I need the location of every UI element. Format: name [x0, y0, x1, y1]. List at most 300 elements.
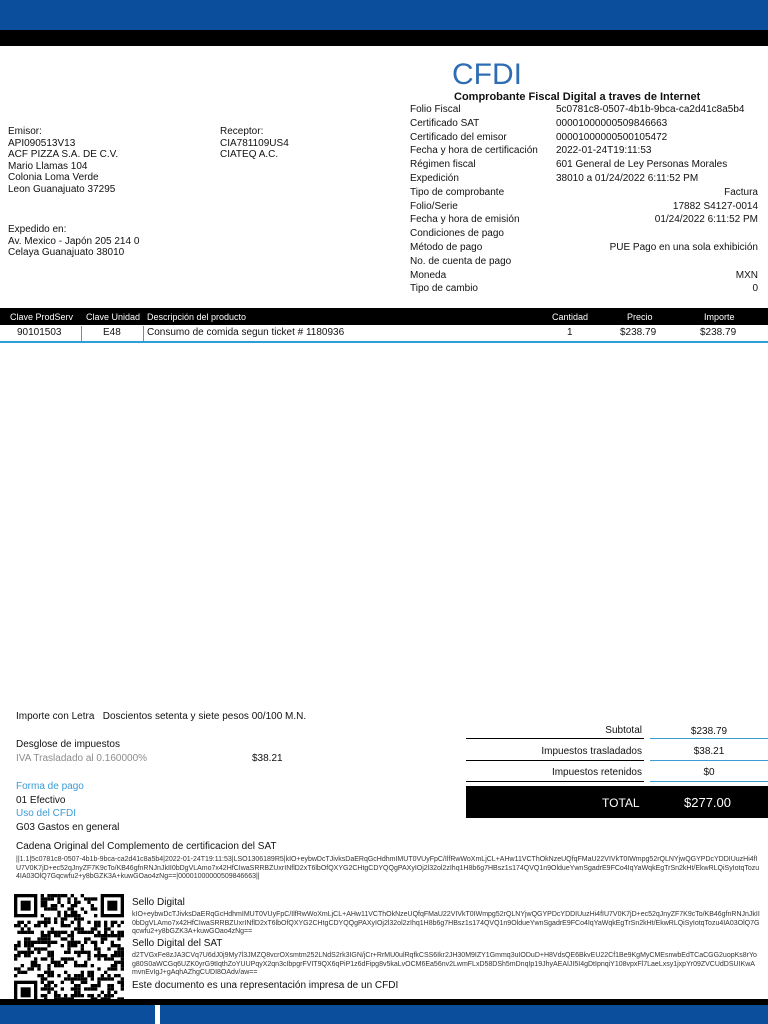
qr-module: [117, 954, 120, 957]
qr-module: [104, 931, 107, 934]
qr-module: [51, 951, 54, 954]
qr-module: [31, 964, 34, 967]
qr-module: [44, 977, 47, 980]
qr-module: [121, 957, 124, 960]
qr-module: [51, 941, 54, 944]
qr-module: [91, 974, 94, 977]
qr-module: [41, 904, 44, 907]
qr-module: [77, 977, 80, 980]
qr-module: [111, 924, 114, 927]
qr-module: [97, 984, 100, 987]
qr-module: [64, 937, 67, 940]
qr-module: [111, 964, 114, 967]
receptor-block: [220, 126, 289, 161]
cadena-text: ||1.1|5c0781c8-0507-4b1b-9bca-ca2d41c8a5b4|2022-01-24T19:11:53|LSO1306189R5|kIO+eybwDcTJivksDaERqGcHdhmIMUT0VUyFpC/IlfRwWoXmLjCL+AHw11VCThOkNzeUQfqFMaU22VIVkT0IWmpg52rQLNYjwQGYPDcYDDIUuzHi4fIU7V0K7jD+ec52qJnyZF7K9cTo/KB46gfnRNJnJkII0bDgVLAmo7x42HfCIwaSRRBZUxrINflD2xT6lbOfQXYG2CHtgCDYQQgPAXyIOj2l32ol2zIhq1H8b6g7HBsz1s174QVQ1n9OldueYwnSgadrE9FCo4IqYaWqkEgTrSn2kHt/EkwRLQiSyIotqTozu4IA03OlQ7Gqcwfu2+y8bGZK3A+kuwGOao4zNg==|00001000000509846663||: [16, 856, 760, 880]
qr-module: [27, 921, 30, 924]
qr-module: [97, 994, 100, 997]
emisor-name: ACF PIZZA S.A. DE C.V.: [8, 149, 119, 160]
expedido-line2: Celaya Guanajuato 38010: [8, 247, 125, 258]
qr-module: [31, 944, 34, 947]
fiscal-field-label: Moneda: [410, 269, 447, 281]
qr-module: [54, 994, 57, 997]
qr-module: [84, 977, 87, 980]
qr-module: [47, 984, 50, 987]
fiscal-field-label: No. de cuenta de pago: [410, 255, 512, 267]
qr-module: [41, 914, 44, 917]
qr-module: [44, 957, 47, 960]
qr-module: [81, 927, 84, 930]
qr-module: [77, 991, 80, 994]
qr-module: [44, 941, 47, 944]
qr-module: [104, 921, 107, 924]
forma-pago-value: 01 Efectivo: [16, 795, 66, 806]
qr-module: [87, 931, 90, 934]
qr-module: [27, 937, 30, 940]
qr-module: [61, 921, 64, 924]
qr-module: [97, 957, 100, 960]
qr-module: [114, 991, 117, 994]
expedido-block: [8, 224, 139, 259]
qr-module: [84, 911, 87, 914]
totals-rule: [466, 760, 644, 761]
qr-module: [44, 904, 47, 907]
qr-module: [67, 974, 70, 977]
qr-module: [41, 987, 44, 990]
qr-module: [61, 917, 64, 920]
qr-module: [81, 971, 84, 974]
qr-module: [97, 924, 100, 927]
qr-module: [94, 907, 97, 910]
col-clave-unidad: Clave Unidad: [86, 312, 141, 322]
qr-module: [71, 994, 74, 997]
qr-module: [94, 944, 97, 947]
qr-module: [87, 921, 90, 924]
qr-module: [67, 947, 70, 950]
qr-module: [17, 944, 20, 947]
fiscal-field-value: 38010 a 01/24/2022 6:11:52 PM: [556, 173, 699, 184]
qr-module: [91, 964, 94, 967]
qr-module: [54, 904, 57, 907]
qr-module: [27, 951, 30, 954]
fiscal-field-label: Fecha y hora de emisión: [410, 214, 520, 226]
qr-module: [107, 977, 110, 980]
qr-module: [44, 934, 47, 937]
qr-module: [31, 951, 34, 954]
totals-rule-blue: [650, 781, 768, 782]
sello-digital-text: kIO+eybwDcTJivksDaERqGcHdhmIMUT0VUyFpC/IlfRwWoXmLjCL+AHw11VCThOkNzeUQfqFMaU22VIVkT0IWmpg52rQLNYjwQGYPDcYDDIUuzHi4fIU7V0K7jD+ec52qJnyZF7K9cTo/KB46gfnRNJnJkII0bDgVLAmo7x42HfCIwaSRRBZUxrINflD2xT6lbOfQXYG2CHtgCDYQQgPAXyIOj2l32ol2zIhq1H8b6g7HBsz1s174QVQ1n9OldueYwnSgadrE9FCo4IqYaWqkEgTrSn2kHt/EkwRLQiSyIotqTozu4IA03OlQ7Gqcwfu2+y8bGZK3A+kuwGOao4zNg==: [132, 911, 760, 935]
qr-module: [77, 901, 80, 904]
qr-module: [64, 931, 67, 934]
fiscal-field-value: 0: [752, 283, 758, 295]
qr-module: [61, 987, 64, 990]
qr-module: [77, 931, 80, 934]
qr-module: [24, 937, 27, 940]
qr-module: [51, 927, 54, 930]
qr-module: [71, 941, 74, 944]
qr-module: [84, 964, 87, 967]
qr-module: [104, 957, 107, 960]
fiscal-field-label: Certificado SAT: [410, 117, 480, 129]
qr-module: [14, 947, 17, 950]
fiscal-field-label: Certificado del emisor: [410, 131, 507, 143]
qr-module: [117, 981, 120, 984]
qr-module: [44, 971, 47, 974]
qr-module: [47, 944, 50, 947]
fiscal-field-row: [410, 145, 760, 158]
qr-module: [117, 944, 120, 947]
qr-module: [41, 937, 44, 940]
cfdi-logo: CFDI: [452, 58, 522, 91]
qr-module: [121, 954, 124, 957]
qr-module: [121, 977, 124, 980]
qr-module: [77, 954, 80, 957]
qr-module: [117, 931, 120, 934]
qr-module: [71, 937, 74, 940]
qr-module: [91, 907, 94, 910]
qr-module: [51, 931, 54, 934]
qr-module: [51, 904, 54, 907]
qr-module: [97, 954, 100, 957]
qr-module: [67, 914, 70, 917]
qr-module: [64, 951, 67, 954]
qr-module: [51, 987, 54, 990]
qr-module: [77, 964, 80, 967]
qr-module: [14, 967, 17, 970]
col-descripcion: Descripción del producto: [147, 312, 247, 322]
fiscal-field-row: [410, 118, 760, 131]
qr-module: [17, 971, 20, 974]
qr-module: [37, 967, 40, 970]
receptor-name: CIATEQ A.C.: [220, 149, 279, 160]
qr-module: [34, 957, 37, 960]
qr-module: [57, 974, 60, 977]
qr-module: [41, 974, 44, 977]
qr-module: [81, 917, 84, 920]
qr-module: [44, 947, 47, 950]
fiscal-field-label: Régimen fiscal: [410, 159, 476, 171]
qr-module: [24, 954, 27, 957]
emisor-label: Emisor:: [8, 126, 42, 137]
qr-module: [107, 927, 110, 930]
qr-module: [67, 977, 70, 980]
qr-module: [74, 911, 77, 914]
qr-module: [111, 931, 114, 934]
qr-module: [121, 931, 124, 934]
qr-module: [47, 974, 50, 977]
qr-module: [64, 911, 67, 914]
qr-module: [34, 941, 37, 944]
fiscal-field-row: [410, 201, 760, 214]
qr-module: [94, 924, 97, 927]
qr-module: [71, 977, 74, 980]
qr-module: [14, 974, 17, 977]
qr-module: [81, 907, 84, 910]
fiscal-field-value: 2022-01-24T19:11:53: [556, 145, 652, 157]
qr-module: [17, 931, 20, 934]
qr-module: [107, 991, 110, 994]
qr-module: [64, 917, 67, 920]
qr-module: [74, 961, 77, 964]
qr-module: [51, 894, 54, 897]
qr-module: [51, 957, 54, 960]
expedido-label: Expedido en:: [8, 224, 67, 235]
qr-module: [14, 957, 17, 960]
qr-module: [57, 961, 60, 964]
qr-module: [41, 894, 44, 897]
qr-module: [94, 987, 97, 990]
qr-module: [114, 967, 117, 970]
table-header: [0, 308, 768, 325]
qr-module: [14, 954, 17, 957]
qr-module: [74, 914, 77, 917]
footer-blue-bar: [0, 1005, 155, 1024]
fiscal-field-row: [410, 173, 760, 186]
fiscal-field-value: 00001000000500105472: [556, 131, 668, 143]
fiscal-field-label: Tipo de comprobante: [410, 186, 505, 198]
qr-module: [54, 984, 57, 987]
qr-module: [27, 947, 30, 950]
qr-module: [67, 901, 70, 904]
qr-module: [121, 987, 124, 990]
qr-module: [97, 934, 100, 937]
qr-module: [91, 994, 94, 997]
qr-module: [51, 974, 54, 977]
qr-module: [77, 927, 80, 930]
qr-finder: [21, 987, 31, 997]
qr-module: [121, 947, 124, 950]
qr-module: [87, 987, 90, 990]
qr-module: [27, 954, 30, 957]
qr-module: [94, 897, 97, 900]
qr-module: [64, 914, 67, 917]
qr-module: [31, 931, 34, 934]
qr-module: [27, 944, 30, 947]
qr-module: [91, 927, 94, 930]
qr-module: [81, 947, 84, 950]
qr-module: [57, 931, 60, 934]
qr-module: [27, 941, 30, 944]
qr-module: [61, 931, 64, 934]
qr-module: [47, 987, 50, 990]
qr-module: [77, 974, 80, 977]
qr-module: [84, 897, 87, 900]
qr-module: [54, 931, 57, 934]
qr-module: [31, 967, 34, 970]
qr-module: [114, 974, 117, 977]
fiscal-field-row: [410, 132, 760, 145]
qr-module: [47, 967, 50, 970]
qr-module: [44, 984, 47, 987]
qr-module: [117, 974, 120, 977]
qr-module: [64, 924, 67, 927]
qr-module: [44, 937, 47, 940]
qr-module: [57, 911, 60, 914]
qr-module: [61, 937, 64, 940]
qr-module: [117, 947, 120, 950]
cell-precio: $238.79: [620, 327, 657, 338]
retenidos-label: Impuestos retenidos: [551, 767, 642, 778]
qr-module: [74, 927, 77, 930]
qr-module: [117, 937, 120, 940]
qr-module: [57, 934, 60, 937]
qr-module: [47, 981, 50, 984]
qr-module: [84, 951, 87, 954]
qr-module: [41, 897, 44, 900]
footer-blue-bar: [160, 1005, 768, 1024]
qr-module: [64, 977, 67, 980]
qr-module: [37, 964, 40, 967]
qr-module: [47, 954, 50, 957]
qr-module: [41, 977, 44, 980]
qr-module: [104, 934, 107, 937]
qr-module: [47, 971, 50, 974]
sello-sat-text: d2TVGxFe8zJA3CVq7U6dJ0j9My7l3JMZQ8vcrOXsmtm252LNdS2rk3IGN/jCr+RrMU0ulRqfkCSS6Ikr2JH30M9IZY1Gmmq3uIODuD+H8VdsQE6BkvEU22Cf1Be9KgMyCMEsnwbEdTCaCGG2uopKs8rYog80S0aWCGq6UZK0yrG9tIqthZoYUUPqyX2qn3cIbpgrFVIT9QX6qPiP1z6dFipg8v5kaLvOCM6Ea56nv2LwmFLxD58DSh5mDnqIp19JhyAEAIJI5I4gDtIpnqiY108vpxFl7LaeLxsy1jxpYr09ZVCUdDSUIKwAmvnEvIgJ+gAqhAZhgCUDI8OAdv/aw==: [132, 952, 757, 976]
qr-module: [91, 977, 94, 980]
qr-module: [57, 901, 60, 904]
fiscal-field-row: [410, 242, 760, 255]
qr-module: [54, 917, 57, 920]
qr-module: [47, 934, 50, 937]
qr-module: [67, 951, 70, 954]
qr-module: [104, 994, 107, 997]
qr-module: [54, 941, 57, 944]
qr-module: [24, 951, 27, 954]
qr-module: [97, 947, 100, 950]
cell-importe: $238.79: [700, 327, 737, 338]
qr-module: [91, 987, 94, 990]
qr-module: [51, 954, 54, 957]
trasladados-label: Impuestos trasladados: [541, 746, 642, 757]
qr-module: [21, 951, 24, 954]
qr-module: [47, 964, 50, 967]
qr-module: [51, 981, 54, 984]
qr-module: [51, 897, 54, 900]
qr-module: [44, 897, 47, 900]
qr-module: [94, 914, 97, 917]
qr-module: [74, 987, 77, 990]
qr-module: [111, 934, 114, 937]
qr-module: [111, 987, 114, 990]
qr-module: [61, 904, 64, 907]
qr-module: [54, 934, 57, 937]
qr-module: [47, 931, 50, 934]
qr-module: [54, 921, 57, 924]
fiscal-field-value: 5c0781c8-0507-4b1b-9bca-ca2d41c8a5b4: [556, 104, 745, 115]
qr-module: [121, 967, 124, 970]
qr-module: [101, 991, 104, 994]
qr-module: [107, 934, 110, 937]
qr-module: [87, 994, 90, 997]
qr-module: [41, 921, 44, 924]
qr-module: [77, 984, 80, 987]
qr-module: [57, 994, 60, 997]
qr-module: [14, 924, 17, 927]
qr-module: [37, 947, 40, 950]
qr-module: [17, 954, 20, 957]
qr-module: [71, 931, 74, 934]
qr-module: [77, 951, 80, 954]
qr-module: [54, 907, 57, 910]
qr-module: [44, 994, 47, 997]
qr-module: [61, 957, 64, 960]
qr-module: [61, 944, 64, 947]
fiscal-field-value: Factura: [724, 186, 758, 198]
expedido-line1: Av. Mexico - Japón 205 214 0: [8, 235, 140, 247]
col-clave-prodserv: Clave ProdServ: [10, 312, 74, 322]
qr-module: [101, 934, 104, 937]
qr-module: [94, 941, 97, 944]
uso-cfdi-value: G03 Gastos en general: [16, 822, 120, 833]
qr-module: [114, 964, 117, 967]
qr-module: [111, 984, 114, 987]
qr-module: [47, 894, 50, 897]
qr-module: [107, 994, 110, 997]
qr-module: [77, 924, 80, 927]
qr-module: [74, 941, 77, 944]
qr-module: [34, 947, 37, 950]
qr-module: [84, 987, 87, 990]
qr-module: [31, 941, 34, 944]
qr-module: [51, 961, 54, 964]
qr-module: [84, 941, 87, 944]
qr-module: [77, 914, 80, 917]
qr-module: [81, 931, 84, 934]
qr-module: [27, 931, 30, 934]
qr-module: [67, 924, 70, 927]
qr-module: [114, 961, 117, 964]
qr-module: [37, 924, 40, 927]
forma-pago-label: Forma de pago: [16, 781, 84, 792]
receptor-label: Receptor:: [220, 126, 264, 137]
qr-module: [44, 901, 47, 904]
qr-module: [67, 941, 70, 944]
qr-module: [47, 991, 50, 994]
qr-module: [71, 904, 74, 907]
qr-module: [71, 921, 74, 924]
qr-module: [104, 954, 107, 957]
qr-module: [74, 977, 77, 980]
qr-module: [47, 907, 50, 910]
fiscal-field-label: Folio/Serie: [410, 200, 458, 212]
qr-module: [54, 964, 57, 967]
qr-module: [97, 967, 100, 970]
qr-module: [121, 951, 124, 954]
qr-module: [27, 927, 30, 930]
qr-module: [57, 894, 60, 897]
qr-module: [94, 954, 97, 957]
qr-module: [77, 994, 80, 997]
cell-divider: [81, 326, 82, 341]
qr-finder: [21, 901, 31, 911]
qr-module: [87, 974, 90, 977]
qr-module: [91, 971, 94, 974]
qr-module: [21, 931, 24, 934]
qr-module: [61, 894, 64, 897]
qr-module: [57, 964, 60, 967]
qr-module: [54, 961, 57, 964]
impuestos-title: Desglose de impuestos: [16, 739, 120, 750]
qr-module: [37, 951, 40, 954]
qr-module: [81, 977, 84, 980]
fiscal-field-label: Tipo de cambio: [410, 283, 478, 295]
qr-module: [51, 907, 54, 910]
qr-module: [77, 987, 80, 990]
qr-module: [101, 977, 104, 980]
qr-module: [87, 897, 90, 900]
qr-module: [94, 921, 97, 924]
total-value: $277.00: [684, 795, 731, 810]
fiscal-field-row: [410, 187, 760, 200]
